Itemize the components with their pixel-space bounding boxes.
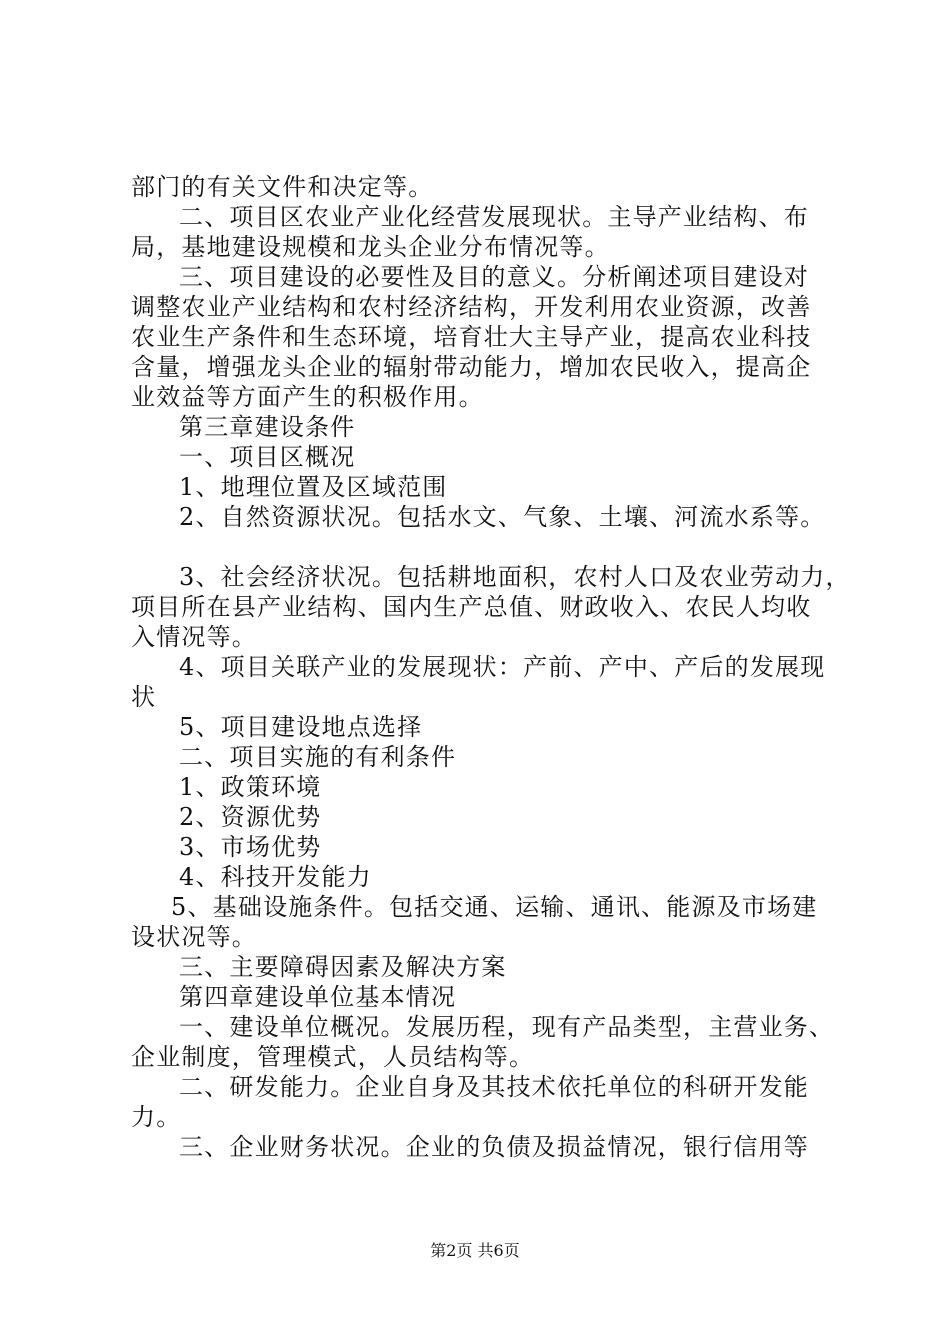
list-item: 5、基础设施条件。包括交通、运输、通讯、能源及市场建 [171, 893, 818, 921]
list-item: 3、社会经济状况。包括耕地面积，农村人口及农业劳动力， [179, 563, 851, 591]
section-heading: 二、项目实施的有利条件 [179, 743, 457, 771]
list-item: 4、项目关联产业的发展现状：产前、产中、产后的发展现 [179, 653, 826, 681]
text-line: 三、项目建设的必要性及目的意义。分析阐述项目建设对 [179, 263, 809, 291]
document-body [131, 172, 851, 1162]
text-line: 项目所在县产业结构、国内生产总值、财政收入、农民人均收 [131, 593, 812, 621]
text-line: 二、研发能力。企业自身及其技术依托单位的科研开发能 [179, 1073, 809, 1101]
blank-line [131, 532, 831, 562]
text-line: 企业制度，管理模式，人员结构等。 [131, 1043, 535, 1071]
text-line: 三、企业财务状况。企业的负债及损益情况，银行信用等 [179, 1133, 809, 1161]
list-item: 1、政策环境 [179, 773, 322, 801]
text-line: 局，基地建设规模和龙头企业分布情况等。 [131, 233, 610, 261]
list-item: 4、科技开发能力 [179, 863, 372, 891]
text-line: 含量，增强龙头企业的辐射带动能力，增加农民收入，提高企 [131, 353, 812, 381]
text-line: 部门的有关文件和决定等。 [131, 173, 434, 201]
text-line: 力。 [131, 1103, 182, 1131]
section-heading: 一、项目区概况 [179, 443, 356, 471]
list-item: 5、项目建设地点选择 [179, 713, 423, 741]
text-line: 业效益等方面产生的积极作用。 [131, 383, 484, 411]
text-line: 农业生产条件和生态环境，培育壮大主导产业，提高农业科技 [131, 323, 812, 351]
list-item: 2、自然资源状况。包括水文、气象、土壤、河流水系等。 [179, 503, 826, 531]
page-footer: 第2页 共6页 [430, 1241, 520, 1260]
section-heading: 三、主要障碍因素及解决方案 [179, 953, 507, 981]
text-line: 入情况等。 [131, 623, 257, 651]
list-item: 3、市场优势 [179, 833, 322, 861]
text-line: 一、建设单位概况。发展历程，现有产品类型，主营业务、 [179, 1013, 835, 1041]
text-line: 二、项目区农业产业化经营发展现状。主导产业结构、布 [179, 203, 809, 231]
chapter-heading: 第四章建设单位基本情况 [179, 983, 457, 1011]
list-item: 1、地理位置及区域范围 [179, 473, 448, 501]
list-item: 2、资源优势 [179, 803, 322, 831]
text-line: 调整农业产业结构和农村经济结构，开发利用农业资源，改善 [131, 293, 812, 321]
text-line: 状 [131, 683, 157, 711]
chapter-heading: 第三章建设条件 [179, 413, 356, 441]
text-line: 设状况等。 [131, 923, 257, 951]
